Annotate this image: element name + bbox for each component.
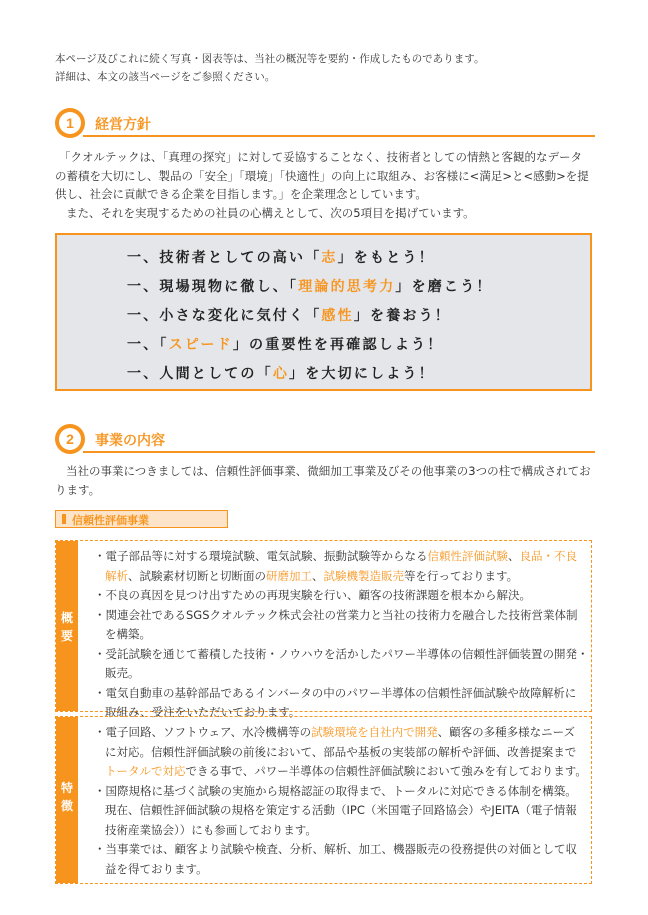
section-heading-business bbox=[55, 424, 595, 460]
text: できる事で、パワー半導体の信頼性評価試験において強みを有しております。 bbox=[185, 764, 587, 778]
section-title: 事業の内容 bbox=[95, 433, 165, 449]
overview-lines bbox=[94, 547, 589, 723]
text-line bbox=[94, 762, 587, 782]
section-heading-management-policy bbox=[55, 108, 595, 144]
text-line bbox=[94, 723, 587, 743]
features-card bbox=[55, 716, 592, 884]
motto-text: 」をもとう！ bbox=[337, 250, 435, 266]
section-underline bbox=[83, 451, 595, 453]
highlight: 試験機製造販売 bbox=[323, 568, 404, 583]
subsection-title: 信頼性評価事業 bbox=[72, 514, 149, 527]
text: ・電子回路、ソフトウェア、水冷機構等の bbox=[94, 725, 312, 739]
text: 、試験素材切断と切断面の bbox=[128, 568, 266, 583]
motto-highlight: 理論的思考力 bbox=[298, 279, 396, 295]
motto-text: 」を養おう！ bbox=[353, 308, 452, 324]
text: 、 bbox=[508, 549, 520, 563]
motto-box bbox=[55, 233, 592, 391]
motto-highlight: 志 bbox=[321, 250, 338, 266]
tab-label: 特 bbox=[60, 781, 73, 795]
text-line: に対応。信頼性評価試験の前後において、部品や基板の実装部の解析や評価、改善提案まで bbox=[105, 744, 577, 759]
motto-text: 」を磨こう！ bbox=[395, 279, 493, 295]
subsection-marker bbox=[62, 514, 66, 524]
features-tab bbox=[56, 717, 78, 883]
text-line: 現在、信頼性評価試験の規格を策定する活動（IPC（米国電子回路協会）やJEITA（電子情報 bbox=[105, 803, 577, 817]
text-line: ・国際規格に基づく試験の実施から規格認証の取得まで、トータルに対応できる体制を構築。 bbox=[94, 783, 577, 798]
text-line: ・受託試験を通じて蓄積した技術・ノウハウを活かしたパワー半導体の信頼性評価装置の開発・ bbox=[94, 646, 589, 661]
section-number-badge bbox=[55, 424, 85, 454]
text: 、顧客の多種多様なニーズ bbox=[437, 725, 576, 739]
motto-text: 」の重要性を再確認しよう！ bbox=[232, 337, 444, 353]
motto-text: 一、現場現物に徹し、「 bbox=[127, 279, 299, 295]
tab-label: 要 bbox=[60, 629, 73, 643]
motto-highlight: 感性 bbox=[321, 308, 354, 324]
paragraph-line: ります。 bbox=[55, 482, 101, 497]
motto-line bbox=[127, 305, 451, 325]
text: 等を行っております。 bbox=[404, 568, 519, 583]
motto-text: 一、人間としての「 bbox=[127, 366, 273, 382]
subsection-label bbox=[55, 510, 228, 528]
motto-text: 一、技術者としての高い「 bbox=[127, 250, 322, 266]
paragraph-line: 当社の事業につきましては、信頼性評価事業、微細加工事業及びその他事業の3つの柱で構成されてお bbox=[66, 464, 591, 478]
section-number: 2 bbox=[59, 428, 81, 450]
text: 、 bbox=[312, 568, 324, 583]
section-title: 経営方針 bbox=[95, 117, 151, 133]
tab-label: 概 bbox=[60, 611, 73, 625]
tab-label: 徴 bbox=[60, 799, 73, 813]
motto-line bbox=[127, 363, 435, 383]
paragraph-line: 供し、社会に貢献できる企業を目指します。」を企業理念としています。 bbox=[55, 187, 427, 201]
section-number: 1 bbox=[59, 112, 81, 134]
intro-line: 詳細は、本文の該当ページをご参照ください。 bbox=[55, 71, 276, 83]
motto-line bbox=[127, 276, 493, 296]
text-line: を構築。 bbox=[105, 627, 151, 641]
text-line bbox=[94, 567, 589, 587]
text-line: 取組み、受注をいただいております。 bbox=[105, 705, 301, 719]
paragraph-line: また、それを実現するための社員の心構えとして、次の5項目を掲げています。 bbox=[66, 205, 475, 220]
overview-card bbox=[55, 540, 592, 719]
motto-text: 一、小さな変化に気付く「 bbox=[127, 308, 322, 324]
intro-note bbox=[55, 50, 484, 86]
paragraph-line: 「クオルテックは、「真理の探究」に対して妥協することなく、技術者としての情熱と客観的なデータ bbox=[59, 150, 583, 164]
intro-line: 本ページ及びこれに続く写真・図表等は、当社の概況等を要約・作成したものであります。 bbox=[55, 53, 485, 65]
highlight: トータルで対応 bbox=[105, 764, 186, 778]
text-line bbox=[94, 547, 589, 567]
motto-text: 一、「 bbox=[127, 337, 169, 353]
text-line: 技術産業協会））にも参画しております。 bbox=[105, 822, 317, 837]
section-number-badge bbox=[55, 108, 85, 138]
text-line: 益を得ております。 bbox=[105, 861, 208, 876]
highlight: 試験環境を自社内で開発 bbox=[311, 725, 438, 739]
motto-highlight: 心 bbox=[272, 366, 290, 382]
highlight: 信頼性評価試験 bbox=[427, 549, 508, 563]
highlight: 良品・不良 bbox=[519, 549, 577, 563]
motto-highlight: スピード bbox=[168, 337, 233, 353]
features-lines bbox=[94, 723, 587, 879]
motto-line bbox=[127, 247, 435, 267]
text: ・電子部品等に対する環境試験、電気試験、振動試験等からなる bbox=[94, 549, 428, 563]
section-underline bbox=[83, 135, 595, 137]
motto-text: 」を大切にしよう！ bbox=[289, 366, 435, 382]
motto-line bbox=[127, 334, 443, 354]
highlight: 研磨加工 bbox=[266, 568, 312, 583]
text-line: ・不良の真因を見つけ出すための再現実験を行い、顧客の技術課題を根本から解決。 bbox=[94, 588, 531, 602]
highlight: 解析 bbox=[105, 568, 128, 583]
text-line: ・関連会社であるSGSクオルテック株式会社の営業力と当社の技術力を融合した技術営業体制 bbox=[94, 607, 578, 622]
overview-tab bbox=[56, 541, 78, 711]
text-line: ・電気自動車の基幹部品であるインバータの中のパワー半導体の信頼性評価試験や故障解析に bbox=[94, 685, 577, 700]
text-line: ・当事業では、顧客より試験や検査、分析、解析、加工、機器販売の役務提供の対価として収 bbox=[94, 842, 577, 856]
business-text bbox=[55, 462, 595, 499]
management-policy-text bbox=[55, 148, 595, 222]
text-line: 販売。 bbox=[105, 666, 140, 680]
paragraph-line: の蓄積を大切にし、製品の「安全」「環境」「快適性」の向上に取組み、お客様に<満足>と<感動>を提 bbox=[55, 168, 589, 183]
